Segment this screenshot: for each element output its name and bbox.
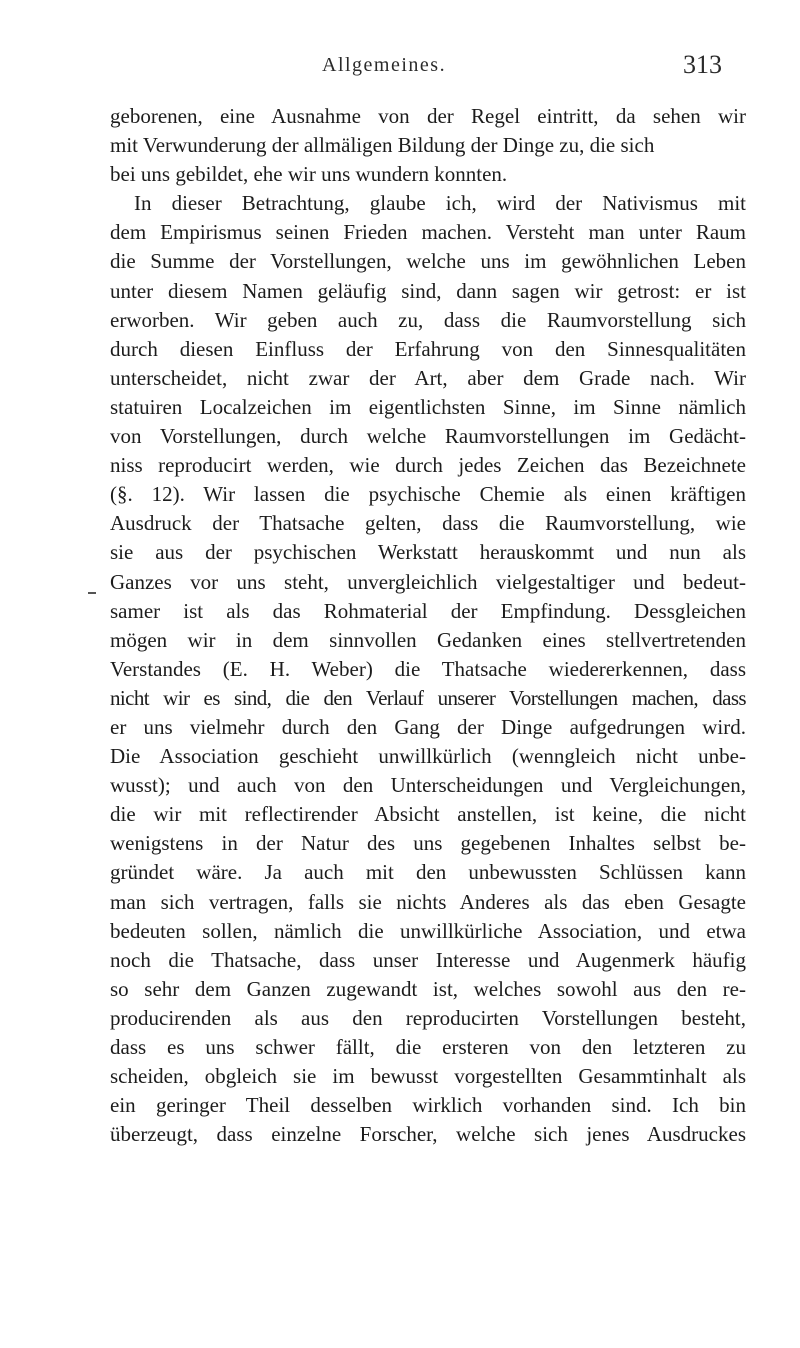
- text-line: die Summe der Vorstellungen, welche uns im gewöhnlichen Leben: [110, 249, 746, 274]
- text-line: producirenden als aus den reproducirten Vorstellungen besteht,: [110, 1005, 746, 1030]
- running-title: Allgemeines.: [322, 54, 447, 76]
- text-line: (§. 12). Wir lassen die psychische Chemie als einen kräftigen: [110, 482, 746, 507]
- text-line: mit Verwunderung der allmäligen Bildung der Dinge zu, die sich: [110, 133, 655, 158]
- text-line: erworben. Wir geben auch zu, dass die Raumvorstellung sich: [110, 307, 746, 332]
- text-line: überzeugt, dass einzelne Forscher, welche sich jenes Ausdruckes: [110, 1122, 746, 1147]
- text-line: Die Association geschieht unwillkürlich (wenngleich nicht unbe-: [110, 744, 746, 769]
- text-line: Ganzes vor uns steht, unvergleichlich vielgestaltiger und bedeut-: [110, 569, 746, 594]
- text-line: ein geringer Theil desselben wirklich vorhanden sind. Ich bin: [110, 1093, 746, 1118]
- page-number: 313: [683, 50, 722, 79]
- text-line: niss reproducirt werden, wie durch jedes Zeichen das Bezeichnete: [110, 453, 746, 478]
- text-line: samer ist als das Rohmaterial der Empfindung. Dessgleichen: [110, 598, 746, 623]
- text-line: geborenen, eine Ausnahme von der Regel eintritt, da sehen wir: [110, 104, 746, 128]
- text-line: so sehr dem Ganzen zugewandt ist, welches sowohl aus den re-: [110, 976, 746, 1001]
- text-line: statuiren Localzeichen im eigentlichsten Sinne, im Sinne nämlich: [110, 394, 746, 419]
- text-line: die wir mit reflectirender Absicht anstellen, ist keine, die nicht: [110, 802, 746, 827]
- text-line: Verstandes (E. H. Weber) die Thatsache wiedererkennen, dass: [110, 656, 746, 681]
- text-line: nicht wir es sind, die den Verlauf unserer Vorstellungen machen, dass: [110, 685, 746, 710]
- text-line: gründet wäre. Ja auch mit den unbewussten Schlüssen kann: [110, 860, 746, 885]
- text-line: bei uns gebildet, ehe wir uns wundern konnten.: [110, 162, 508, 187]
- text-line: wusst); und auch von den Unterscheidungen und Vergleichungen,: [110, 773, 746, 798]
- text-line: von Vorstellungen, durch welche Raumvorstellungen im Gedächt-: [110, 424, 746, 449]
- text-line: dass es uns schwer fällt, die ersteren von den letzteren zu: [110, 1035, 746, 1059]
- text-line: Ausdruck der Thatsache gelten, dass die Raumvorstellung, wie: [110, 511, 746, 536]
- text-line: unterscheidet, nicht zwar der Art, aber dem Grade nach. Wir: [110, 365, 746, 390]
- text-line: man sich vertragen, falls sie nichts Anderes als das eben Gesagte: [110, 889, 746, 914]
- text-line: durch diesen Einfluss der Erfahrung von den Sinnesqualitäten: [110, 336, 746, 361]
- body-text: [110, 102, 746, 1149]
- page-header: [0, 50, 800, 84]
- text-line: sie aus der psychischen Werkstatt herauskommt und nun als: [110, 540, 746, 565]
- text-line: bedeuten sollen, nämlich die unwillkürliche Association, und etwa: [110, 918, 746, 943]
- text-line: er uns vielmehr durch den Gang der Dinge aufgedrungen wird.: [110, 714, 746, 739]
- text-line: mögen wir in dem sinnvollen Gedanken eines stellvertretenden: [110, 627, 746, 652]
- text-line: In dieser Betrachtung, glaube ich, wird der Nativismus mit: [134, 191, 746, 216]
- text-line: unter diesem Namen geläufig sind, dann sagen wir getrost: er ist: [110, 278, 746, 303]
- text-line: wenigstens in der Natur des uns gegebenen Inhaltes selbst be-: [110, 831, 746, 856]
- text-line: noch die Thatsache, dass unser Interesse und Augenmerk häufig: [110, 947, 746, 972]
- margin-dash-mark: [88, 592, 96, 594]
- text-line: dem Empirismus seinen Frieden machen. Versteht man unter Raum: [110, 220, 746, 245]
- text-line: scheiden, obgleich sie im bewusst vorgestellten Gesammtinhalt als: [110, 1064, 746, 1089]
